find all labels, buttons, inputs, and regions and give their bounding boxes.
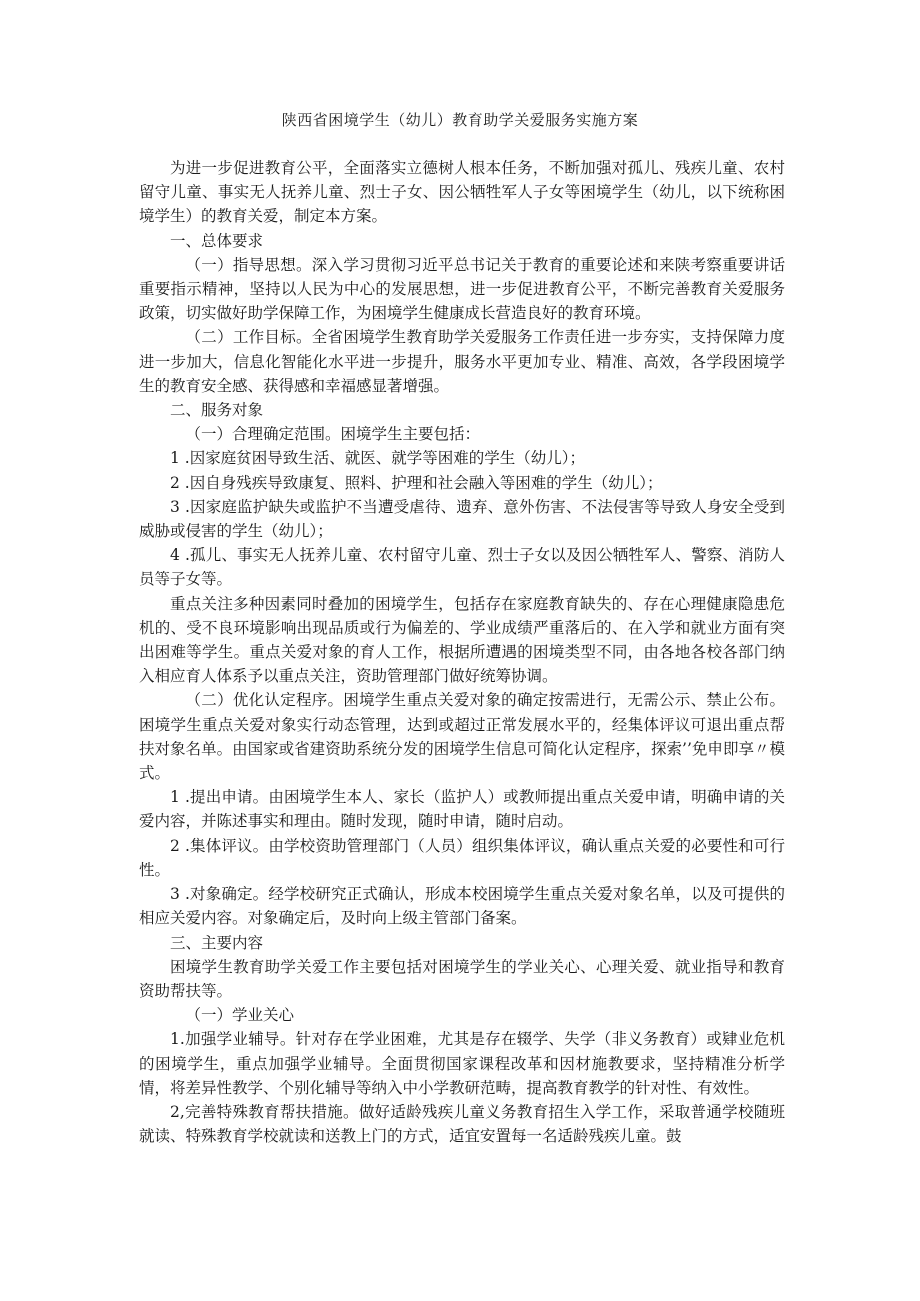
paragraph: （二）优化认定程序。困境学生重点关爱对象的确定按需进行，无需公示、禁止公布。困境学生重点关爱对象实行动态管理，达到或超过正常发展水平的，经集体评议可退出重点帮扶对象名单。由国家或省建资助系统分发的困境学生信息可简化认定程序，探索’’免申即享〃模式。 — [139, 691, 785, 783]
paragraph: 重点关注多种因素同时叠加的困境学生，包括存在家庭教育缺失的、存在心理健康隐患危机的、受不良环境影响出现品质或行为偏差的、学业成绩严重落后的、在入学和就业方面有突出困难等学生。重点关爱对象的育人工作，根据所遭遇的困境类型不同，由各地各校各部门纳入相应育人体系予以重点关注，资助管理部门做好统筹协调。 — [139, 594, 785, 686]
section-heading: 一、总体要求 — [170, 231, 264, 250]
section-heading: 三、主要内容 — [170, 933, 264, 952]
paragraph: （一）合理确定范围。困境学生主要包括： — [185, 425, 481, 444]
list-item: 2 .因自身残疾导致康复、照料、护理和社会融入等困难的学生（幼儿）； — [170, 473, 663, 492]
paragraph: （一）指导思想。深入学习贯彻习近平总书记关于教育的重要论述和来陕考察重要讲话重要指示精神，坚持以人民为中心的发展思想，进一步促进教育公平，不断完善教育关爱服务政策，切实做好助学保障工作，为困境学生健康成长营造良好的教育环境。 — [139, 255, 785, 323]
list-item: 2,完善特殊教育帮扶措施。做好适龄残疾儿童义务教育招生入学工作，采取普通学校随班就读、特殊教育学校就读和送教上门的方式，适宜安置每一名适龄残疾儿童。鼓 — [139, 1102, 785, 1146]
list-item: 3 .对象确定。经学校研究正式确认，形成本校困境学生重点关爱对象名单，以及可提供的相应关爱内容。对象确定后，及时向上级主管部门备案。 — [139, 885, 785, 928]
list-item: 1 .因家庭贫困导致生活、就医、就学等困难的学生（幼儿）； — [170, 449, 585, 468]
list-item: 1 .提出申请。由困境学生本人、家长（监护人）或教师提出重点关爱申请，明确申请的关爱内容，并陈述事实和理由。随时发现，随时申请，随时启动。 — [139, 788, 785, 831]
paragraph: 困境学生教育助学关爱工作主要包括对困境学生的学业关心、心理关爱、就业指导和教育资助帮扶等。 — [139, 957, 785, 1000]
list-item: 4 .孤儿、事实无人抚养儿童、农村留守儿童、烈士子女以及因公牺牲军人、警察、消防人员等子女等。 — [139, 546, 785, 589]
list-item: 2 .集体评议。由学校资助管理部门（人员）组织集体评议，确认重点关爱的必要性和可行性。 — [139, 836, 785, 879]
list-item: 3 .因家庭监护缺失或监护不当遭受虐待、遗弃、意外伤害、不法侵害等导致人身安全受到威胁或侵害的学生（幼儿）； — [139, 497, 785, 541]
document-body — [139, 156, 785, 1148]
paragraph: （二）工作目标。全省困境学生教育助学关爱服务工作责任进一步夯实，支持保障力度进一步加大，信息化智能化水平进一步提升，服务水平更加专业、精准、高效，各学段困境学生的教育安全感、获得感和幸福感显著增强。 — [139, 328, 785, 395]
subsection-heading: （一）学业关心 — [185, 1006, 295, 1025]
section-heading: 二、服务对象 — [170, 401, 264, 420]
document-title: 陕西省困境学生（幼儿）教育助学关爱服务实施方案 — [281, 111, 639, 129]
paragraph: 为进一步促进教育公平，全面落实立德树人根本任务，不断加强对孤儿、残疾儿童、农村留守儿童、事实无人抚养儿童、烈士子女、因公牺牲军人子女等困境学生（幼儿，以下统称困境学生）的教育关爱，制定本方案。 — [139, 159, 785, 226]
list-item: 1.加强学业辅导。针对存在学业困难，尤其是存在辍学、失学（非义务教育）或肄业危机的困境学生，重点加强学业辅导。全面贯彻国家课程改革和因材施教要求，坚持精准分析学情，将差异性教学、个别化辅导等纳入中小学教研范畴，提高教育教学的针对性、有效性。 — [139, 1030, 785, 1097]
